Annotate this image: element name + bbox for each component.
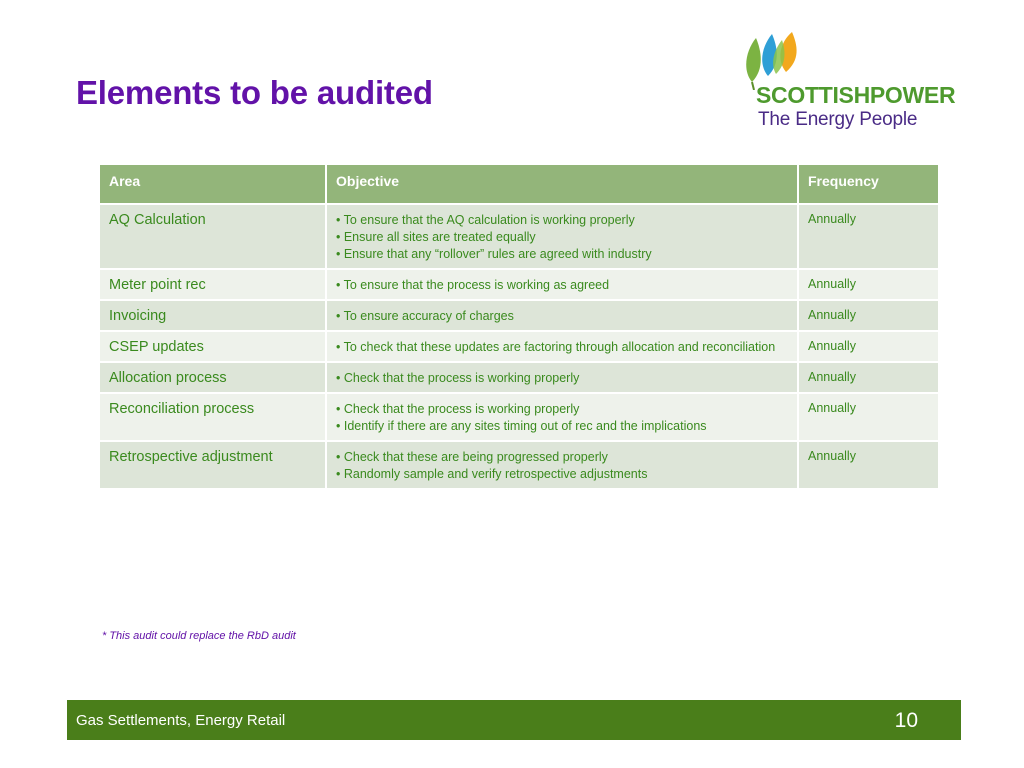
- cell-frequency: Annually: [798, 362, 939, 393]
- logo-tagline: The Energy People: [758, 109, 918, 130]
- table-row: [99, 204, 939, 269]
- leaf-cluster-icon: [740, 30, 820, 90]
- footnote: * This audit could replace the RbD audit: [102, 630, 296, 642]
- objective-bullet: • Identify if there are any sites timing out of rec and the implications: [336, 419, 707, 433]
- objective-bullet: • To ensure that the process is working as agreed: [336, 278, 610, 292]
- cell-objective: [326, 269, 798, 300]
- cell-objective: [326, 441, 798, 489]
- objective-bullet: • Ensure all sites are treated equally: [336, 230, 536, 244]
- cell-area: Invoicing: [99, 300, 326, 331]
- footer-bar: [67, 700, 961, 740]
- logo-wordmark: SCOTTISHPOWER: [756, 82, 956, 108]
- objective-bullet: • Randomly sample and verify retrospective adjustments: [336, 467, 648, 481]
- scottishpower-logo: [740, 30, 980, 140]
- table-row: [99, 362, 939, 393]
- cell-area: Reconciliation process: [99, 393, 326, 441]
- objective-bullet: • Check that these are being progressed properly: [336, 450, 608, 464]
- table-row: [99, 441, 939, 489]
- cell-objective: [326, 331, 798, 362]
- cell-objective: [326, 204, 798, 269]
- cell-area: AQ Calculation: [99, 204, 326, 269]
- audit-elements-table: [98, 163, 940, 490]
- cell-frequency: Annually: [798, 441, 939, 489]
- objective-bullet: • To ensure that the AQ calculation is working properly: [336, 213, 635, 227]
- header-frequency: Frequency: [798, 164, 939, 204]
- objective-bullet: • To ensure accuracy of charges: [336, 309, 514, 323]
- objective-bullet: • To check that these updates are factoring through allocation and reconciliation: [336, 340, 776, 354]
- cell-frequency: Annually: [798, 393, 939, 441]
- cell-area: Allocation process: [99, 362, 326, 393]
- table-row: [99, 393, 939, 441]
- table-row: [99, 269, 939, 300]
- table-row: [99, 300, 939, 331]
- cell-area: Meter point rec: [99, 269, 326, 300]
- table-row: [99, 331, 939, 362]
- objective-bullet: • Ensure that any “rollover” rules are agreed with industry: [336, 247, 652, 261]
- page-number: 10: [894, 709, 918, 732]
- footer-text: Gas Settlements, Energy Retail: [76, 712, 286, 729]
- cell-frequency: Annually: [798, 300, 939, 331]
- objective-bullet: • Check that the process is working properly: [336, 371, 580, 385]
- cell-area: Retrospective adjustment: [99, 441, 326, 489]
- header-objective: Objective: [326, 164, 798, 204]
- cell-frequency: Annually: [798, 331, 939, 362]
- table-header-row: [99, 164, 939, 204]
- header-area: Area: [99, 164, 326, 204]
- cell-frequency: Annually: [798, 269, 939, 300]
- objective-bullet: • Check that the process is working properly: [336, 402, 580, 416]
- cell-objective: [326, 362, 798, 393]
- cell-objective: [326, 300, 798, 331]
- cell-area: CSEP updates: [99, 331, 326, 362]
- cell-frequency: Annually: [798, 204, 939, 269]
- cell-objective: [326, 393, 798, 441]
- slide-title: Elements to be audited: [76, 74, 433, 111]
